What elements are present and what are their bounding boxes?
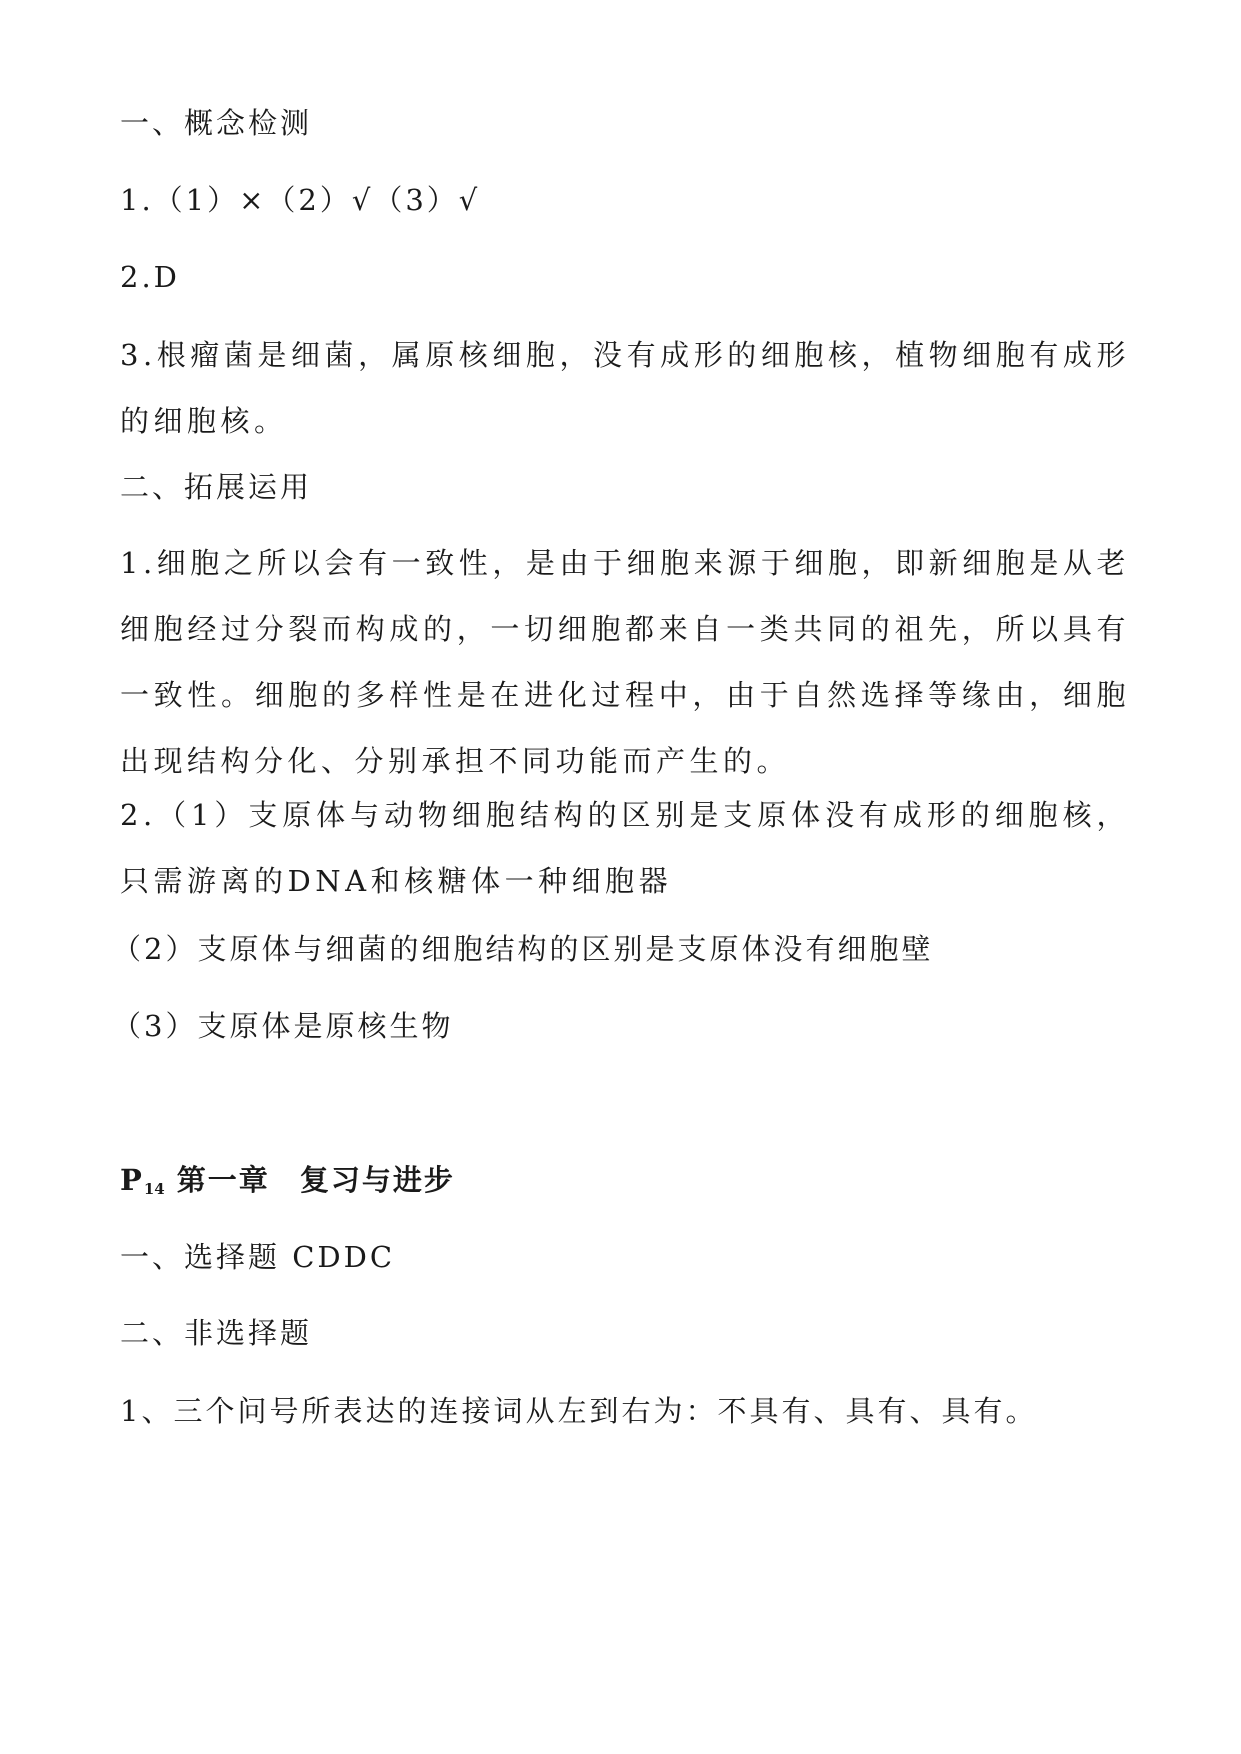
page-number-sub: 14 (143, 1180, 165, 1198)
answer-1: 1.（1）×（2）√（3）√ (120, 183, 481, 217)
section-title-extension: 二、拓展运用 (120, 470, 313, 504)
answer-3: 3.根瘤菌是细菌，属原核细胞，没有成形的细胞核，植物细胞有成形的细胞核。 (120, 338, 1130, 438)
section-title-concept-check: 一、概念检测 (120, 106, 313, 140)
review-choice-answers: 一、选择题 CDDC (120, 1240, 396, 1274)
extension-answer-2-part-1: 2.（1）支原体与动物细胞结构的区别是支原体没有成形的细胞核，只需游离的DNA和核糖体一种细胞器 (120, 798, 1130, 898)
chapter-title-b: 复习与进步 (299, 1163, 455, 1197)
page-number-letter: P (120, 1163, 144, 1197)
answer-2: 2.D (120, 260, 180, 294)
chapter-heading (120, 1149, 455, 1220)
extension-answer-2-part-3: （3）支原体是原核生物 (112, 1009, 454, 1043)
extension-answer-1: 1.细胞之所以会有一致性，是由于细胞来源于细胞，即新细胞是从老细胞经过分裂而构成的，一切细胞都来自一类共同的祖先，所以具有一致性。细胞的多样性是在进化过程中，由于自然选择等缘由，细胞出现结构分化、分别承担不同功能而产生的。 (120, 546, 1130, 778)
review-nonchoice-title: 二、非选择题 (120, 1316, 313, 1350)
chapter-title-a: 第一章 (176, 1163, 270, 1197)
extension-answer-2-part-2: （2）支原体与细菌的细胞结构的区别是支原体没有细胞壁 (112, 932, 934, 966)
review-answer-1: 1、三个问号所表达的连接词从左到右为：不具有、具有、具有。 (120, 1394, 1038, 1428)
